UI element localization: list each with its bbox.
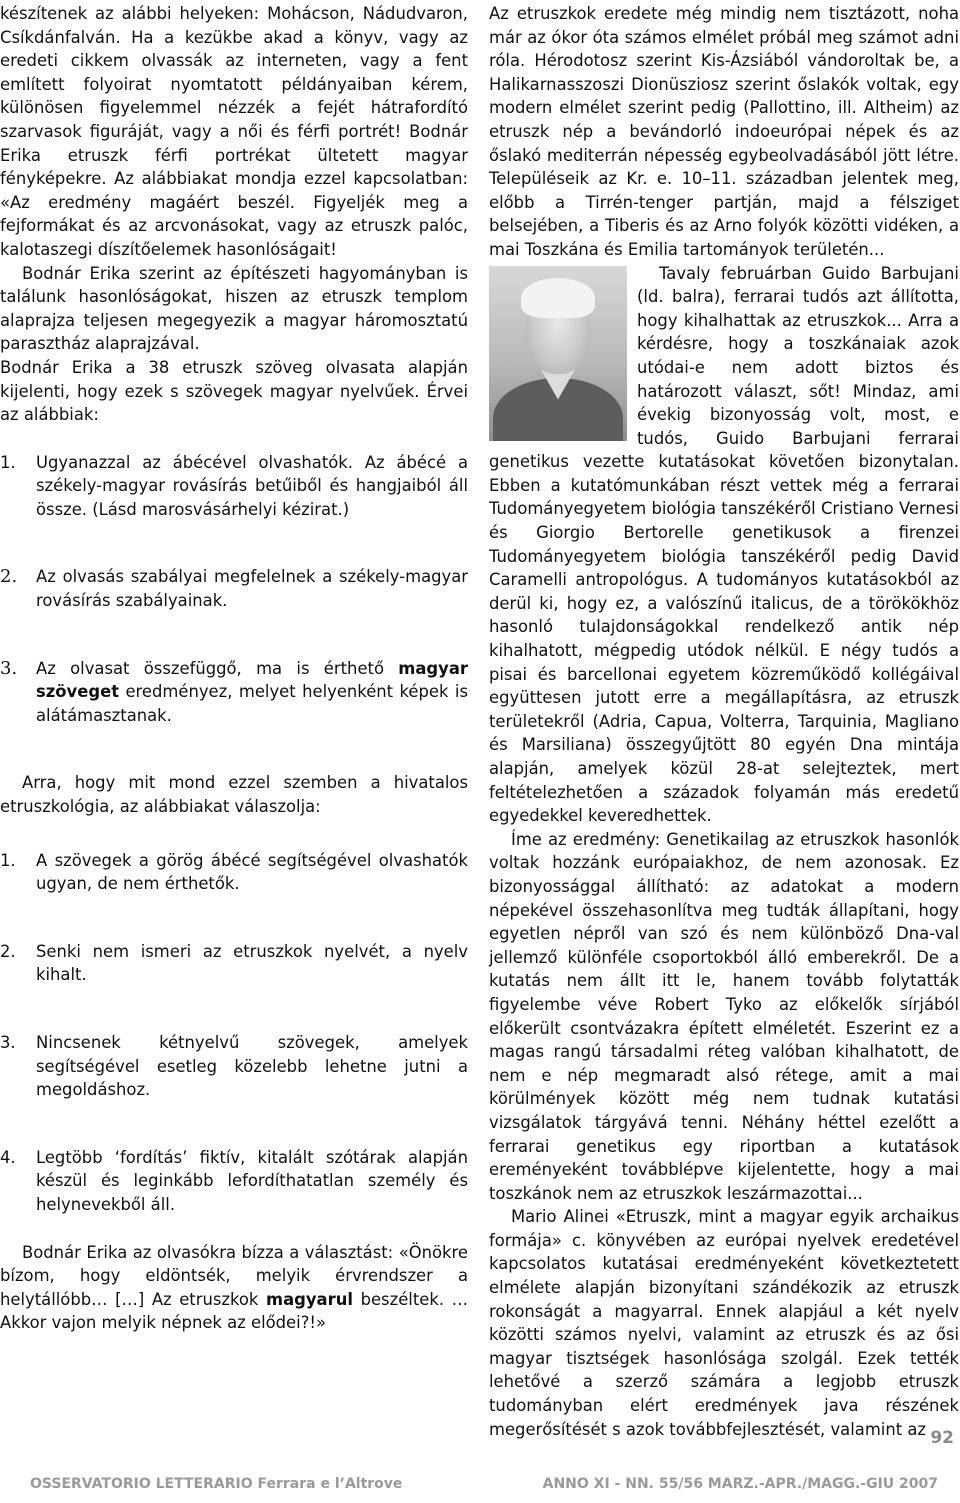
page-footer: [0, 1476, 960, 1498]
list-number: 1.: [0, 452, 16, 472]
quote-text-b: beszéltek. … Akkor vajon melyik népnek az elődei?!»: [0, 1289, 469, 1333]
official-answers-list: [0, 849, 468, 1217]
list-item: [0, 1031, 468, 1102]
page-number: 92: [930, 1428, 954, 1448]
list-number: 2.: [0, 566, 18, 588]
footer-journal-subtitle: Ferrara e l’Altrove: [257, 1476, 403, 1492]
left-paragraph-2: Bodnár Erika szerint az építészeti hagyományban is találunk hasonlóságokat, hiszen az etruszk templom alaprajza teljesen megegyezik a magyar háromosztatú parasztház alaprajzával.: [0, 263, 468, 354]
list-item: [0, 451, 468, 522]
footer-issue: ANNO XI - NN. 55/56 MARZ.-APR./MAGG.-GIU 2007: [542, 1476, 938, 1492]
right-paragraph-2: Tavaly februárban Guido Barbujani (ld. balra), ferrarai tudós azt állította, hogy kihalhattak az etruszkok... Arra a kérdésre, hogy a toszkánaiak azok utódai-e nem adott biztos és határozott választ, sőt! Mindaz, ami évekig bizonyosság volt, most, e tudós, Guido Barbujani ferrarai genetikus vezette kutatásokat követően bizonytalan. Ebben a kutatómunkában részt vettek még a ferrarai Tudományegyetem biológia tanszékéről Cristiano Vernesi és Giorgio Bertorelle genetikusok a firenzei Tudományegyetem biológia tanszékéről pedig David Caramelli antropológus. A tudományos kutatásokból az derül ki, hogy ez, a valószínű italicus, de a törökökhöz hasonló tulajdonságokkal rendelkező antik nép kihalhatott, mégpedig utódok nélkül. E négy tudós a pisai és barcellonai egyetem közreműködő kollégáival együttesen jutott erre a megállapításra, az etruszk területekről (Adria, Capua, Volterra, Tarquinia, Magliano és Marsiliana) összegyűjtött 80 egyén Dna mintája alapján, amelyek közül 28-at selejteztek, mert feltételezhetően a századok folyamán más eredetű egyedekkel keveredhettek.: [489, 263, 959, 826]
list-number: 1.: [0, 850, 16, 870]
list-text-bold: magyar szöveget: [36, 658, 468, 702]
left-paragraph-4: Arra, hogy mit mond ezzel szemben a hivatalos etruszkológia, az alábbiakat válaszolja:: [0, 773, 468, 817]
arguments-list: [0, 451, 468, 728]
list-number: 3.: [0, 657, 18, 679]
list-text: Ugyanazzal az ábécével olvashatók. Az ábécé a székely-magyar rovásírás betűiből és hangjaiból áll össze. (Lásd marosvásárhelyi kézirat.): [36, 452, 468, 519]
right-paragraph-3: Íme az eredmény: Genetikailag az etruszkok hasonlók voltak hozzánk európaiakhoz, de nem azonosak. Ez bizonyossággal állítható: az adatokat a modern népekével összehasonlítva meg tudták állapítani, hogy egyetlen népről van szó és nem különböző Dna-val jellemző különféle csoportokból álló emberekről. De a kutatás nem állt itt le, hanem tovább folytatták figyelembe véve Robert Tyko az előkelők sírjából előkerült csontvázakra épített elméletét. Eszerint ez a magas rangú társadalmi réteg valóban kihalhatott, de nem e nép megmaradt alsó rétege, amit a mai körülmények között még nem tudnak kutatási vizsgálatok tárgyává tenni. Néhány héttel ezelőtt a ferrarai genetikus egy riportban a kutatások ereményeként továbblépve kijelentette, hogy a mai toszkánok nem az etruszkok leszármazottai...: [489, 829, 959, 1203]
list-item: [0, 1146, 468, 1217]
list-item: [0, 657, 468, 728]
left-paragraph-1: készítenek az alábbi helyeken: Mohácson, Nádudvaron, Csíkdánfalván. Ha a kezükbe akad a könyv, vagy az eredeti cikkem olvassák az interneten, vagy a fent említett folyoirat nyomtatott példányaiban kérem, különösen figyelemmel nézzék a fejét hátrafordító szarvasok figuráját, vagy a női és férfi portrét! Bodnár Erika etruszk férfi portrékat ültetett magyar fényképekre. Az alábbiakat mondja ezzel kapcsolatban: «Az eredmény magáért beszél. Figyeljék meg a fejformákat és az arcvonásokat, vagy az etruszk palóc, kalotaszegi díszítőelemek hasonlóságait!: [0, 4, 468, 259]
list-number: 2.: [0, 941, 16, 961]
list-number: 3.: [0, 1033, 16, 1052]
left-paragraph-5: [0, 1241, 468, 1335]
list-text: Nincsenek kétnyelvű szövegek, amelyek segítségével esetleg közelebb lehetne jutni a megoldáshoz.: [36, 1033, 468, 1100]
list-item: [0, 849, 468, 896]
right-paragraph-4: Mario Alinei «Etruszk, mint a magyar egyik archaikus formája» c. könyvében az európai nyelvek eredetével kapcsolatos kutatásai eredményeként következtetett elmélete alapján bizonyítani szándékozik az etruszk rokonságát a magyarral. Ennek alapjául a két nyelv közötti számos nyelvi, valamint az etruszk és az ősi magyar tisztségek hasonlósága szolgál. Ezek tették lehetővé a szerző számára a legjobb etruszk tudományban elért eredmények java részének megerősítését s azok továbbfejlesztését, valamint az: [489, 1207, 959, 1439]
list-number: 4.: [0, 1147, 16, 1167]
list-text: Senki nem ismeri az etruszkok nyelvét, a nyelv kihalt.: [36, 941, 468, 985]
list-text-b: eredményez, melyet helyenként képek is alátámasztanak.: [36, 682, 468, 725]
footer-journal-name: OSSERVATORIO LETTERARIO: [30, 1476, 253, 1492]
right-paragraph-1: Az etruszkok eredete még mindig nem tisztázott, noha már az ókor óta számos elmélet próbál meg számot adni róla. Hérodotosz szerint Kis-Ázsiából vándoroltak be, a Halikarnasszoszi Dionüsziosz szerint őslakók voltak, egy modern elmélet szerint pedig (Pallottino, ill. Altheim) az etruszk nép a bevándorló indoeurópai népek és az őslakó mediterrán népesség egybeolvadásából jött létre. Településeik az Kr. e. 10–11. században jelentek meg, előbb a Tirrén-tenger partján, majd a félsziget belsejében, a Tiberis és az Arno folyók közötti vidéken, a mai Toszkána és Emilia tartományok területén...: [489, 4, 959, 259]
right-column: [489, 2, 959, 1441]
list-text-a: Az olvasat összefüggő, ma is érthető: [36, 658, 399, 678]
quote-text-a: Bodnár Erika az olvasókra bízza a választást: «Önökre bízom, hogy eldöntsék, melyik érvrendszer a helytállóbb… […] Az etruszkok: [0, 1242, 468, 1309]
list-text: A szövegek a görög ábécé segítségével olvashatók ugyan, de nem érthetők.: [36, 850, 468, 894]
portrait-photo: [489, 266, 627, 441]
list-item: [0, 940, 468, 987]
list-text: Legtöbb ‘fordítás’ fiktív, kitalált szótárak alapján készül és leginkább lefordíthatatlan személy és helynevekből áll.: [36, 1147, 468, 1214]
footer-journal: [30, 1476, 402, 1492]
list-text: Az olvasás szabályai megfelelnek a székely-magyar rovásírás szabályainak.: [36, 567, 468, 611]
quote-text-bold: magyarul: [266, 1289, 353, 1309]
left-paragraph-3: Bodnár Erika a 38 etruszk szöveg olvasata alapján kijelenti, hogy ezek s szövegek magyar nyelvűek. Érvei az alábbiak:: [0, 357, 468, 425]
portrait-hair: [521, 278, 595, 318]
list-item: [0, 565, 468, 612]
left-column: [0, 2, 468, 1335]
